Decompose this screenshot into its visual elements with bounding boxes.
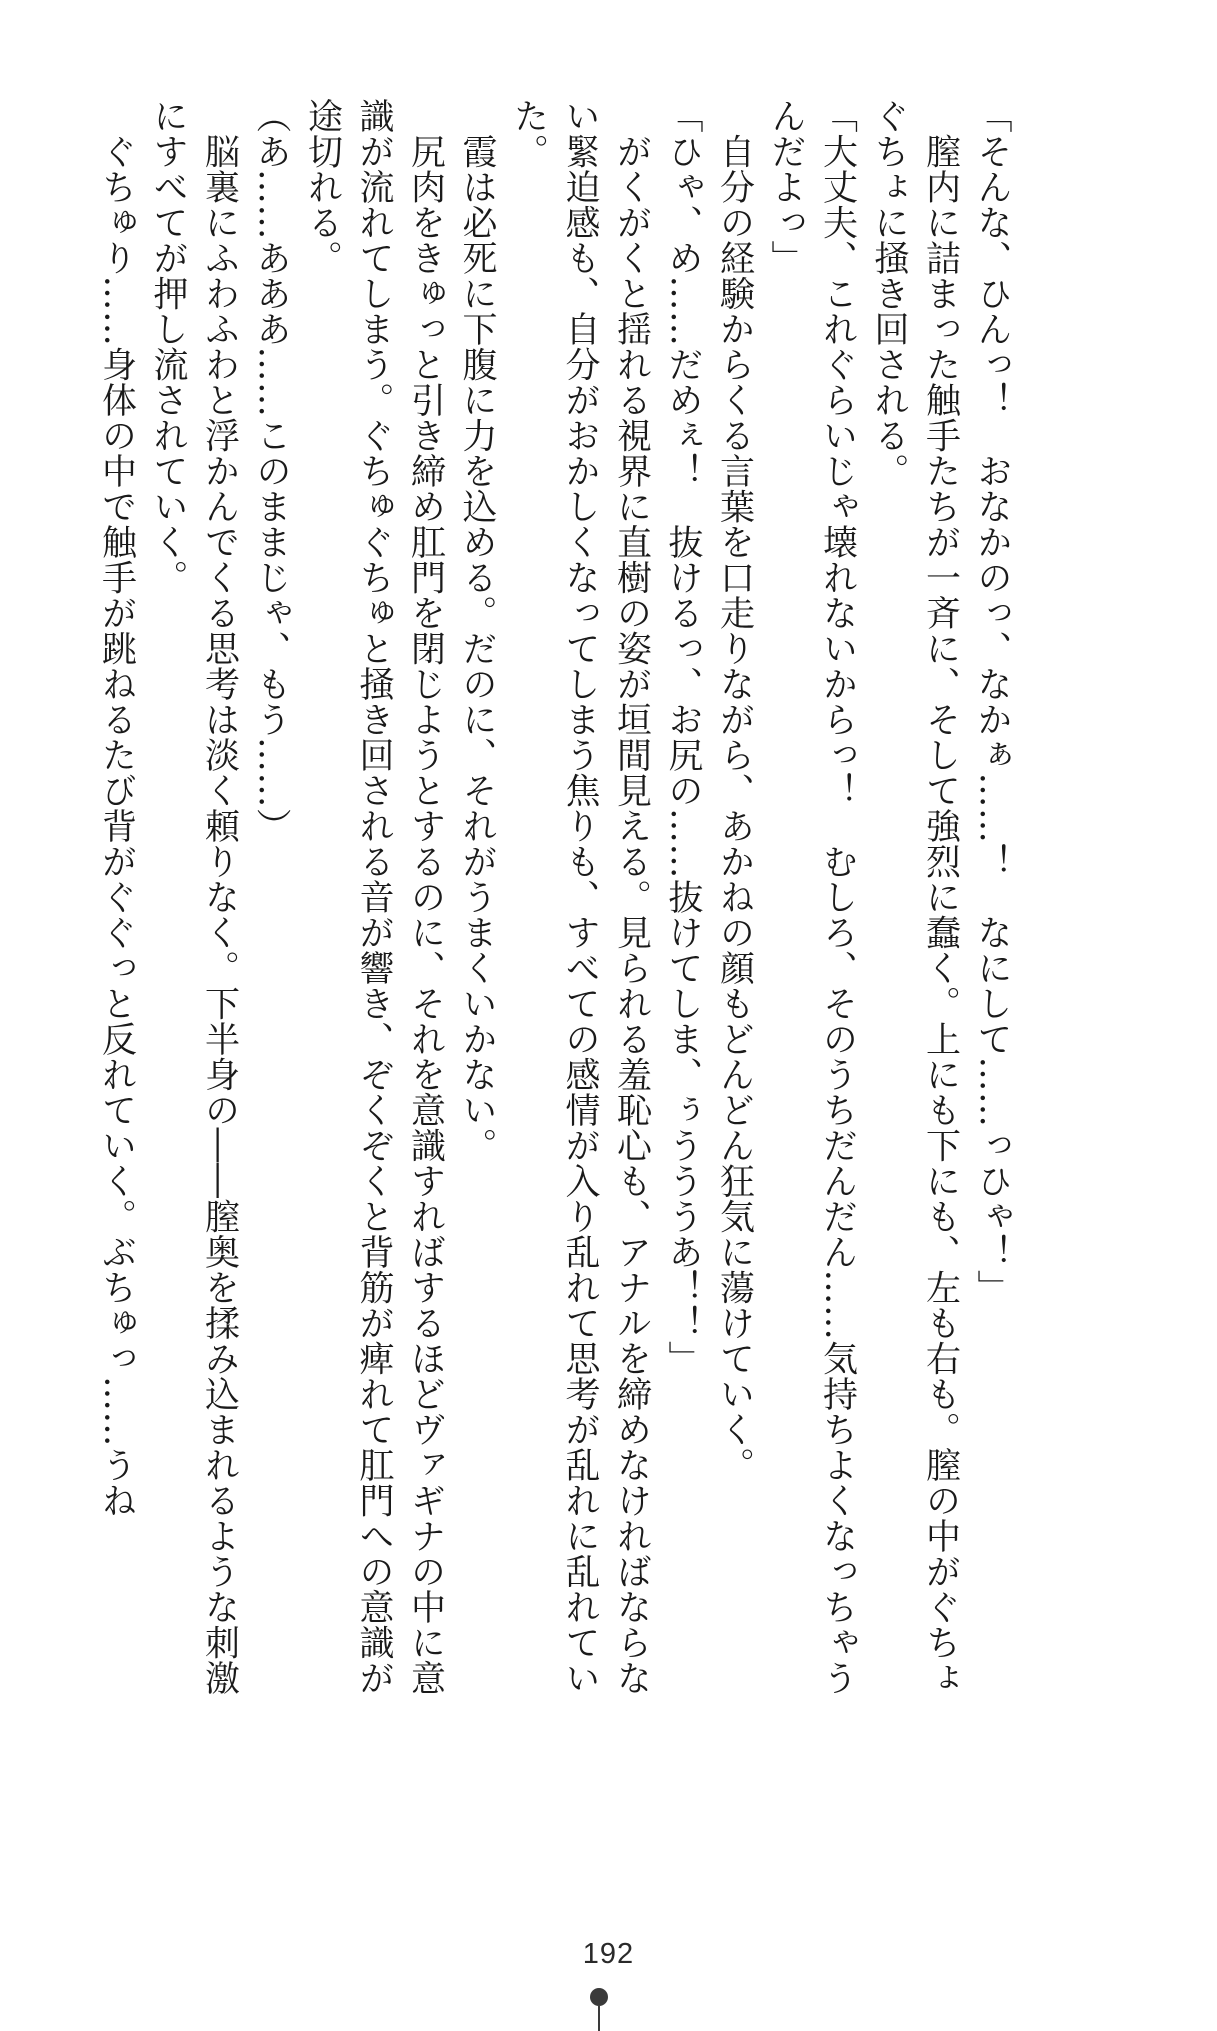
paragraph-2: 膣内に詰まった触手たちが一斉に、そして強烈に蠢く。上にも下にも、左も右も。膣の中がぐちょぐちょに掻き回される。 (869, 98, 961, 1696)
page-marker-dot (590, 1988, 608, 2006)
paragraph-8: 尻肉をきゅっと引き締め肛門を閉じようとするのに、それを意識すればするほどヴァギナの中に意識が流れてしまう。ぐちゅぐちゅと掻き回される音が響き、ぞくぞくと背筋が痺れて肛門への意識が途切れる。 (302, 98, 446, 1696)
paragraph-11: ぐちゅり……身体の中で触手が跳ねるたび背がぐぐっと反れていく。ぶちゅっ……うね (96, 98, 137, 1518)
paragraph-10: 脳裏にふわふわと浮かんでくる思考は淡く頼りなく。下半身の――膣奥を揉み込まれるような刺激にすべてが押し流されていく。 (148, 98, 240, 1696)
vertical-text-body (96, 98, 1017, 1710)
paragraph-6: がくがくと揺れる視界に直樹の姿が垣間見える。見られる羞恥心も、アナルを締めなければならない緊迫感も、自分がおかしくなってしまう焦りも、すべての感情が入り乱れて思考が乱れに乱れていた。 (508, 98, 652, 1696)
page-marker-stem (598, 2006, 600, 2031)
paragraph-1: 「そんな、ひんっ！ おなかのっ、なかぁ……！ なにして……っひゃ！」 (972, 98, 1012, 1305)
paragraph-7: 霞は必死に下腹に力を込める。だのに、それがうまくいかない。 (457, 98, 497, 1163)
paragraph-9: （あ……あああ……このままじゃ、もう……） (251, 98, 291, 844)
paragraph-4: 自分の経験からくる言葉を口走りながら、あかねの顔もどんどん狂気に蕩けていく。 (714, 98, 755, 1483)
page-number: 192 (582, 1938, 635, 1970)
paragraph-5: 「ひゃ、め……だめぇ！ 抜けるっ、お尻の……抜けてしま、ぅうううあ！！」 (663, 98, 703, 1376)
paragraph-3: 「大丈夫、これぐらいじゃ壊れないからっ！ むしろ、そのうちだんだん……気持ちよくなっちゃうんだよっ」 (766, 98, 858, 1696)
